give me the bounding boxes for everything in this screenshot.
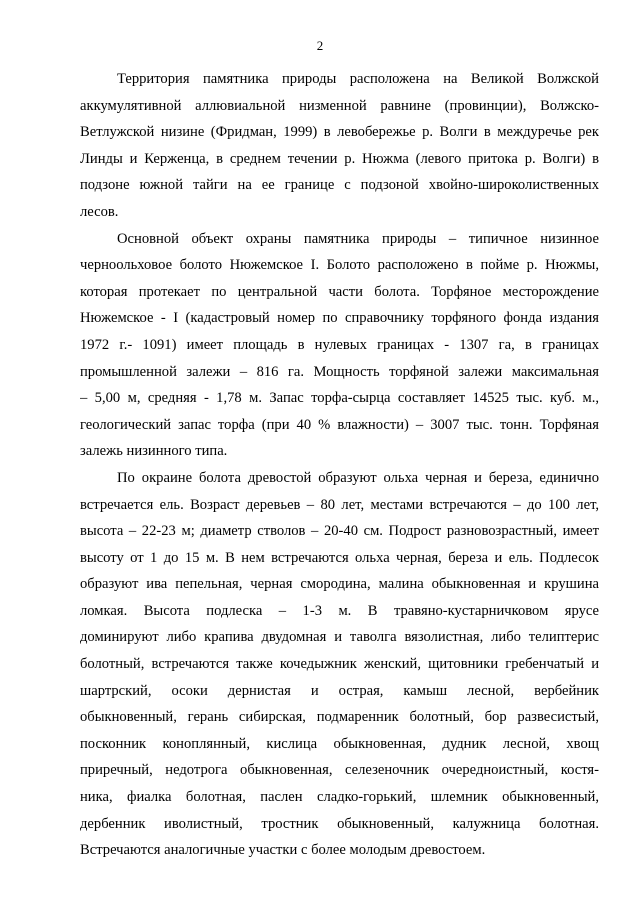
- text-line: 1972 г.- 1091) имеет площадь в нулевых границах - 1307 га, в границах: [80, 336, 599, 353]
- text-line: Основной объект охраны памятника природы – типичное низинное: [117, 230, 599, 247]
- text-line: образуют ива пепельная, черная смородина, малина обыкновенная и крушина: [80, 576, 599, 593]
- text-line: высота – 22-23 м; диаметр стволов – 20-40 см. Подрост разновозрастный, имеет: [80, 523, 599, 540]
- text-line: высоту от 1 до 15 м. В нем встречаются ольха черная, береза и ель. Подлесок: [80, 549, 599, 566]
- text-line: аккумулятивной аллювиальной низменной равнине (провинции), Волжско-: [80, 97, 599, 114]
- text-line: Линды и Керженца, в среднем течении р. Нюжма (левого притока р. Волги) в: [80, 150, 599, 167]
- text-line: обыкновенный, герань сибирская, подмаренник болотный, бор развесистый,: [80, 709, 599, 726]
- text-line: приречный, недотрога обыкновенная, селезеночник очередноистный, костя-: [80, 762, 599, 779]
- text-line: дербенник иволистный, тростник обыкновенный, калужница болотная.: [80, 815, 599, 832]
- paragraph-vegetation: [80, 465, 599, 864]
- text-line: болотный, встречаются также кочедыжник женский, щитовники гребенчатый и: [80, 656, 599, 673]
- page-number: 2: [316, 38, 324, 53]
- text-line: ломкая. Высота подлеска – 1-3 м. В травяно-кустарничковом ярусе: [80, 602, 599, 619]
- text-line: лесов.: [80, 203, 119, 220]
- text-line: Ветлужской низине (Фридман, 1999) в левобережье р. Волги в междуречье рек: [80, 124, 599, 141]
- text-line: Встречаются аналогичные участки с более молодым древостоем.: [80, 842, 486, 859]
- text-line: ника, фиалка болотная, паслен сладко-горький, шлемник обыкновенный,: [80, 789, 599, 806]
- text-line: встречается ель. Возраст деревьев – 80 лет, местами встречаются – до 100 лет,: [80, 496, 599, 513]
- paragraph-main-object: [80, 226, 599, 465]
- text-line: шартрский, осоки дернистая и острая, камыш лесной, вербейник: [80, 682, 599, 699]
- text-line: промышленной залежи – 816 га. Мощность торфяной залежи максимальная: [80, 363, 599, 380]
- text-line: Нюжемское - I (кадастровый номер по справочнику торфяного фонда издания: [80, 310, 599, 327]
- text-line: геологический запас торфа (при 40 % влажности) – 3007 тыс. тонн. Торфяная: [80, 416, 599, 433]
- text-line: залежь низинного типа.: [80, 443, 228, 460]
- paragraph-territory: [80, 66, 599, 226]
- text-line: посконник коноплянный, кислица обыкновенная, дудник лесной, хвощ: [80, 735, 599, 752]
- text-line: подзоне южной тайги на ее границе с подзоной хвойно-широколиственных: [80, 177, 599, 194]
- text-line: По окраине болота древостой образуют ольха черная и береза, единично: [117, 469, 599, 486]
- text-line: черноольховое болото Нюжемское I. Болото расположено в пойме р. Нюжмы,: [80, 257, 599, 274]
- body-text: [80, 66, 599, 864]
- text-line: которая протекает по центральной части болота. Торфяное месторождение: [80, 283, 599, 300]
- text-line: – 5,00 м, средняя - 1,78 м. Запас торфа-сырца составляет 14525 тыс. куб. м.,: [80, 390, 599, 407]
- text-line: Территория памятника природы расположена на Великой Волжской: [117, 71, 599, 87]
- text-line: доминируют либо крапива двудомная и таволга вязолистная, либо телиптерис: [80, 629, 599, 646]
